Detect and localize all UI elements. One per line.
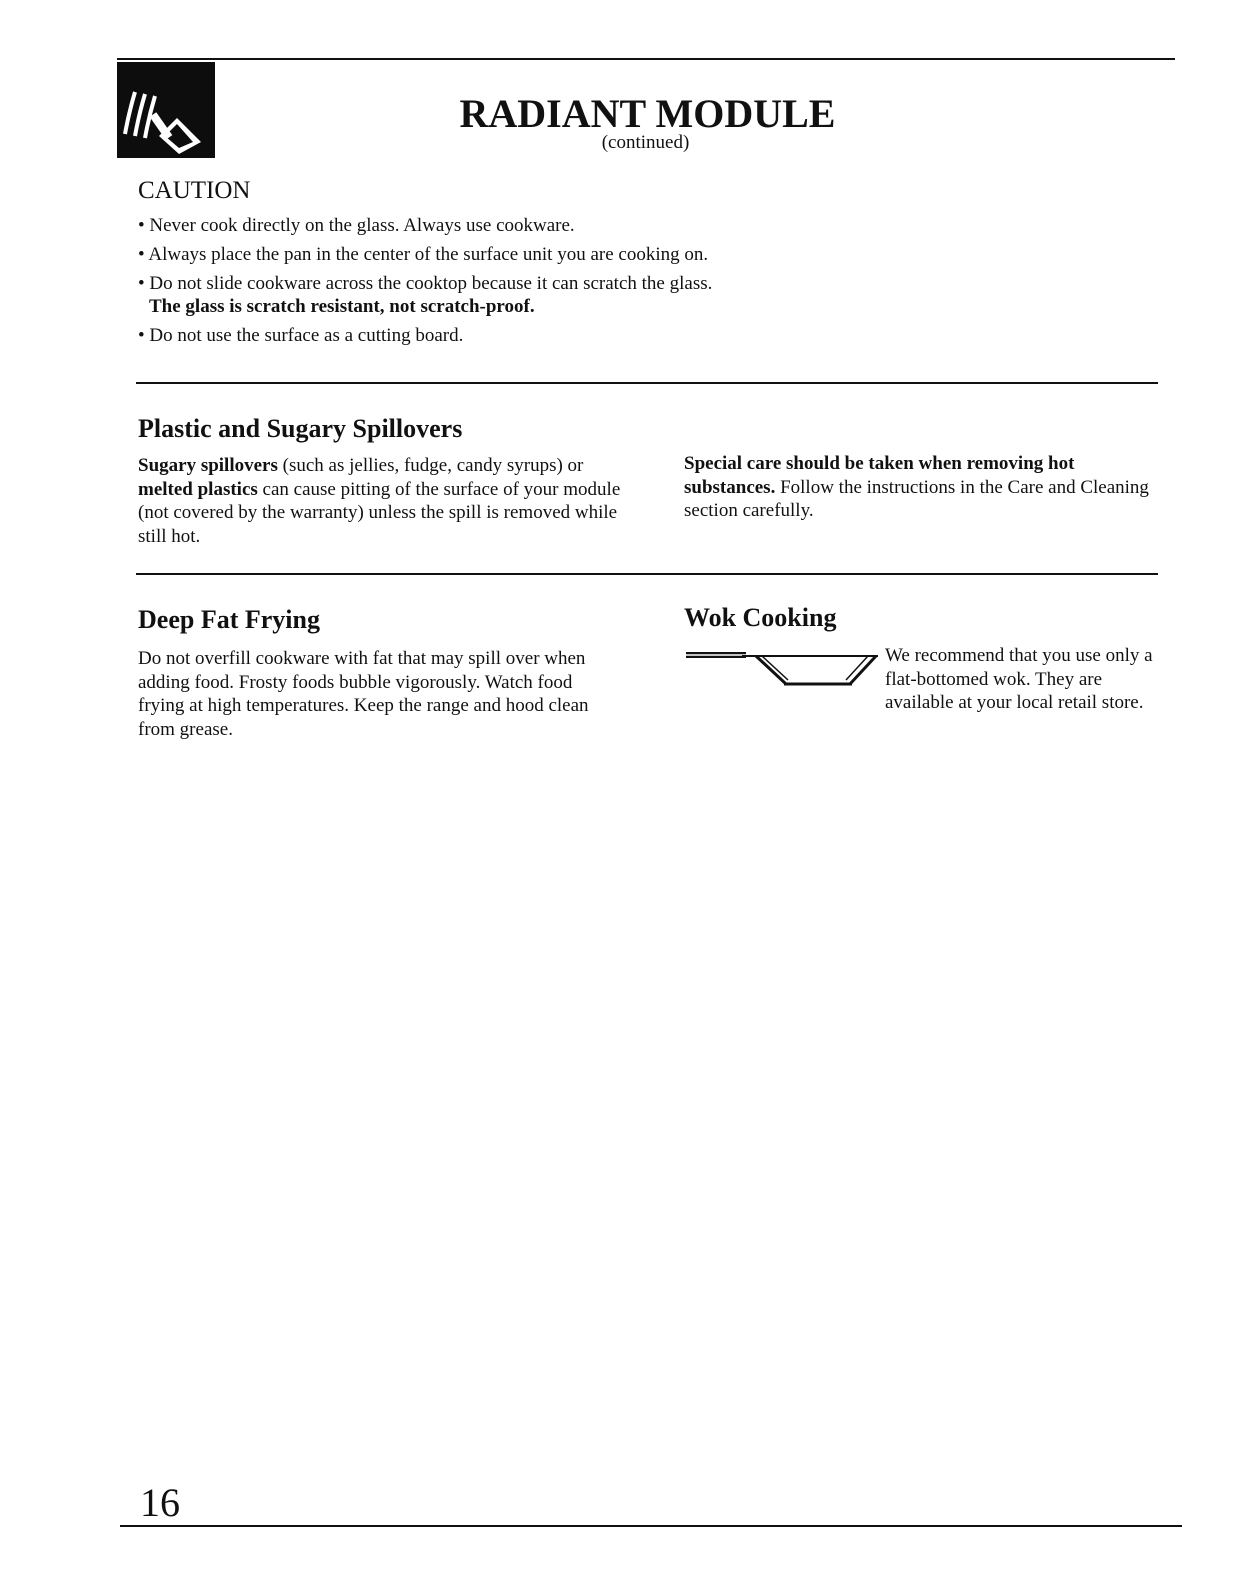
body-text: Follow the instructions in the Care and Cleaning section carefully. [684, 476, 1149, 521]
bold-text: melted plastics [138, 478, 258, 500]
page-subtitle: (continued) [601, 132, 690, 153]
caution-item-emphasis: The glass is scratch resistant, not scratch-proof. [149, 296, 535, 317]
top-rule [117, 58, 1175, 60]
bold-text: Special care should be taken when removing hot substances. [684, 453, 1075, 498]
caution-item [138, 214, 1138, 237]
plastic-right-paragraph [684, 452, 1154, 523]
page-number: 16 [140, 1480, 180, 1525]
bold-text: Sugary spillovers [138, 455, 278, 476]
plastic-left-paragraph [138, 454, 638, 548]
caution-divider [136, 382, 1158, 384]
plastic-divider [136, 573, 1158, 575]
caution-item-text: • Always place the pan in the center of the surface unit you are cooking on. [138, 244, 709, 265]
flat-bottomed-wok-icon [682, 642, 882, 698]
wok-heading: Wok Cooking [684, 603, 837, 632]
bottom-rule [120, 1525, 1182, 1527]
caution-item-text: • Do not slide cookware across the cooktop because it can scratch the glass. [138, 273, 713, 294]
frying-heading: Deep Fat Frying [138, 605, 320, 634]
caution-item-text: • Do not use the surface as a cutting board. [138, 325, 464, 346]
frying-paragraph: Do not overfill cookware with fat that may spill over when adding food. Frosty foods bubble vigorously. Watch food frying at high temperatures. Keep the range and hood clean from grease. [138, 648, 589, 740]
plastic-heading: Plastic and Sugary Spillovers [138, 414, 463, 443]
body-text: can cause pitting of the surface of your module (not covered by the warranty) unless the spill is removed while still hot. [138, 478, 621, 547]
caution-item [138, 272, 1138, 318]
page-title: RADIANT MODULE [459, 91, 836, 136]
caution-heading: CAUTION [138, 177, 251, 204]
caution-item-text: • Never cook directly on the glass. Always use cookware. [138, 215, 575, 236]
wok-paragraph: We recommend that you use only a flat-bottomed wok. They are available at your local retail store. [885, 645, 1153, 713]
caution-list [138, 214, 1138, 353]
caution-item [138, 324, 1138, 347]
caution-item [138, 243, 1138, 266]
body-text: (such as jellies, fudge, candy syrups) or [277, 455, 584, 476]
